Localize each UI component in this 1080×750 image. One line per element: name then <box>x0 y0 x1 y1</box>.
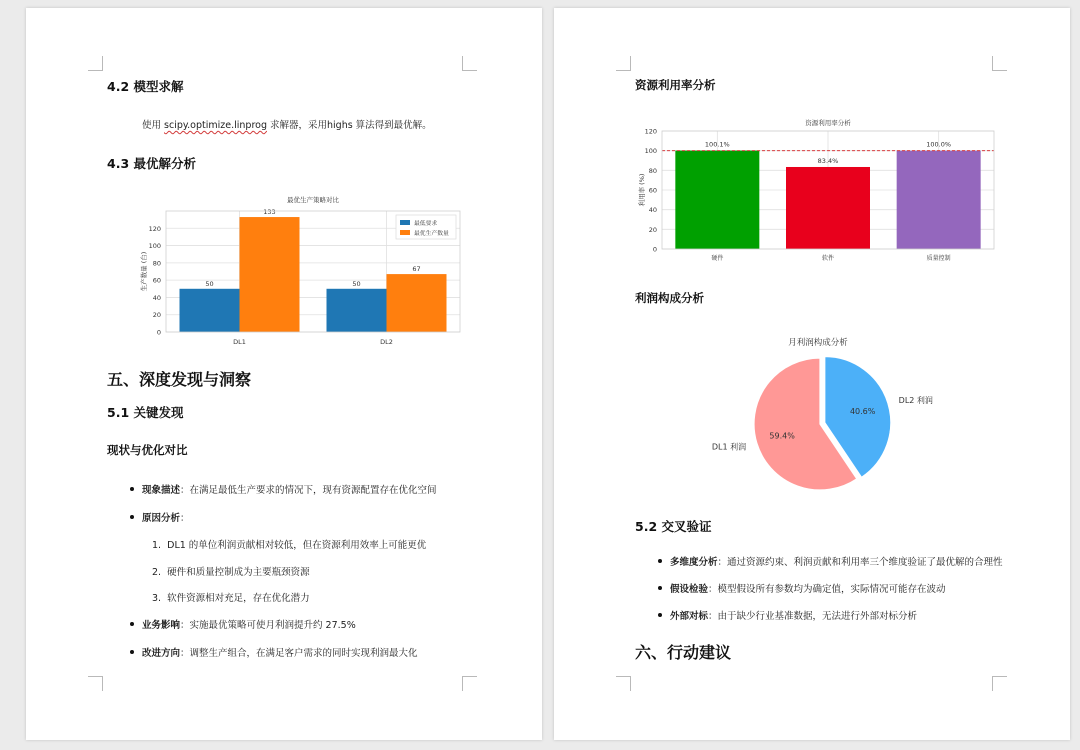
legend-label: 最优生产数量 <box>414 230 449 237</box>
profit-composition-pie-chart <box>694 324 934 490</box>
numbered-item <box>152 590 310 604</box>
y-tick-label: 120 <box>644 127 657 136</box>
paragraph-text: 使用 <box>142 120 165 131</box>
bullet-item <box>142 510 190 524</box>
bullet-text: ：通过资源约束、利润贡献和利用率三个维度验证了最优解的合理性 <box>717 557 1003 568</box>
crop-mark <box>992 676 1007 691</box>
bar-value-label: 100.1% <box>704 140 730 149</box>
bar-value-label: 50 <box>205 279 214 288</box>
y-tick-label: 80 <box>648 166 657 175</box>
x-tick-label: DL1 <box>233 338 246 346</box>
bar <box>180 289 240 332</box>
pie-percent-label: 40.6% <box>849 407 876 417</box>
heading-resource-utilization: 资源利用率分析 <box>635 78 716 92</box>
bullet-item <box>142 645 418 659</box>
bar-value-label: 83.4% <box>817 156 839 165</box>
bullet-dot <box>658 613 662 617</box>
bar <box>240 217 300 332</box>
bullet-lead: 假设检验 <box>670 584 709 595</box>
bar-value-label: 100.0% <box>926 140 952 149</box>
x-tick-label: 软件 <box>821 255 835 262</box>
bar <box>675 151 759 249</box>
bullet-item <box>670 581 946 595</box>
y-tick-label: 0 <box>652 245 657 254</box>
bar <box>327 289 387 332</box>
y-tick-label: 60 <box>152 276 161 285</box>
item-number: 3. <box>152 593 162 604</box>
pie-slice-label: DL1 利润 <box>711 442 747 452</box>
x-tick-label: DL2 <box>380 338 393 346</box>
legend-swatch <box>400 230 410 235</box>
bullet-item <box>670 608 917 622</box>
y-tick-label: 40 <box>152 293 161 302</box>
crop-mark <box>992 56 1007 71</box>
bullet-text: ：模型假设所有参数均为确定值，实际情况可能存在波动 <box>708 584 946 595</box>
numbered-item <box>152 537 426 551</box>
bullet-text: ：由于缺少行业基准数据，无法进行外部对标分析 <box>708 611 918 622</box>
bullet-lead: 原因分析 <box>142 513 181 524</box>
bar <box>897 151 981 249</box>
chart-title: 月利润构成分析 <box>788 338 848 348</box>
crop-mark <box>616 56 631 71</box>
x-tick-label: 硬件 <box>711 255 724 262</box>
bar <box>387 274 447 332</box>
bullet-text: ：在满足最低生产要求的情况下，现有资源配置存在优化空间 <box>180 485 437 496</box>
y-axis-label: 生产数量 (台) <box>140 251 148 292</box>
bullet-dot <box>130 515 134 519</box>
bullet-item <box>670 554 1003 568</box>
pie-percent-label: 59.4% <box>769 431 795 441</box>
bullet-lead: 多维度分析 <box>670 557 718 568</box>
pie-slice-label: DL2 利润 <box>898 396 933 406</box>
heading-4-2: 4.2 模型求解 <box>107 79 184 94</box>
heading-5-2: 5.2 交叉验证 <box>635 519 712 534</box>
item-number: 1. <box>152 540 162 551</box>
heading-4-3: 4.3 最优解分析 <box>107 156 196 171</box>
heading-5-1: 5.1 关键发现 <box>107 405 184 420</box>
bullet-dot <box>130 622 134 626</box>
heading-6: 六、行动建议 <box>635 643 732 662</box>
legend-label: 最低要求 <box>414 220 438 227</box>
y-tick-label: 40 <box>648 206 657 215</box>
item-number: 2. <box>152 567 162 578</box>
y-tick-label: 0 <box>156 328 161 337</box>
heading-profit-composition: 利润构成分析 <box>635 291 704 305</box>
code-reference: scipy.optimize.linprog <box>164 120 267 131</box>
document-page-2 <box>554 8 1070 740</box>
crop-mark <box>88 56 103 71</box>
bullet-text: ： <box>180 513 190 524</box>
bullet-lead: 外部对标 <box>670 611 709 622</box>
bullet-item <box>142 482 437 496</box>
production-strategy-bar-chart <box>104 191 474 347</box>
bar <box>786 167 870 249</box>
y-tick-label: 20 <box>152 311 161 320</box>
bullet-dot <box>130 650 134 654</box>
crop-mark <box>88 676 103 691</box>
bar-value-label: 50 <box>352 279 361 288</box>
y-axis-label: 利用率 (%) <box>638 173 646 207</box>
bullet-lead: 改进方向 <box>142 648 181 659</box>
resource-utilization-bar-chart <box>632 114 1004 270</box>
bullet-lead: 业务影响 <box>142 620 181 631</box>
item-text: 软件资源相对充足，存在优化潜力 <box>167 593 310 604</box>
bar-value-label: 133 <box>263 208 276 217</box>
numbered-item <box>152 564 310 578</box>
bullet-lead: 现象描述 <box>142 485 181 496</box>
y-tick-label: 80 <box>152 259 161 268</box>
y-tick-label: 100 <box>148 242 161 251</box>
bullet-item <box>142 617 356 631</box>
legend-swatch <box>400 220 410 225</box>
bullet-dot <box>658 586 662 590</box>
heading-comparison: 现状与优化对比 <box>107 443 188 457</box>
x-tick-label: 质量控制 <box>926 255 951 262</box>
bullet-dot <box>658 559 662 563</box>
bullet-text: ：实施最优策略可使月利润提升约 27.5% <box>180 620 356 631</box>
heading-5: 五、深度发现与洞察 <box>107 370 252 389</box>
bar-value-label: 67 <box>412 265 421 274</box>
chart-title: 资源利用率分析 <box>805 119 851 127</box>
bullet-text: ：调整生产组合，在满足客户需求的同时实现利润最大化 <box>180 648 418 659</box>
crop-mark <box>616 676 631 691</box>
chart-title: 最优生产策略对比 <box>287 196 339 204</box>
item-text: 硬件和质量控制成为主要瓶颈资源 <box>167 567 310 578</box>
y-tick-label: 100 <box>644 147 657 156</box>
y-tick-label: 20 <box>648 225 657 234</box>
y-tick-label: 60 <box>648 186 657 195</box>
paragraph-text: 求解器，采用highs 算法得到最优解。 <box>266 120 432 131</box>
paragraph-4-2 <box>142 117 432 131</box>
item-text: DL1 的单位利润贡献相对较低，但在资源利用效率上可能更优 <box>167 540 427 551</box>
crop-mark <box>462 676 477 691</box>
document-page-1 <box>26 8 542 740</box>
y-tick-label: 120 <box>148 224 161 233</box>
bullet-dot <box>130 487 134 491</box>
crop-mark <box>462 56 477 71</box>
